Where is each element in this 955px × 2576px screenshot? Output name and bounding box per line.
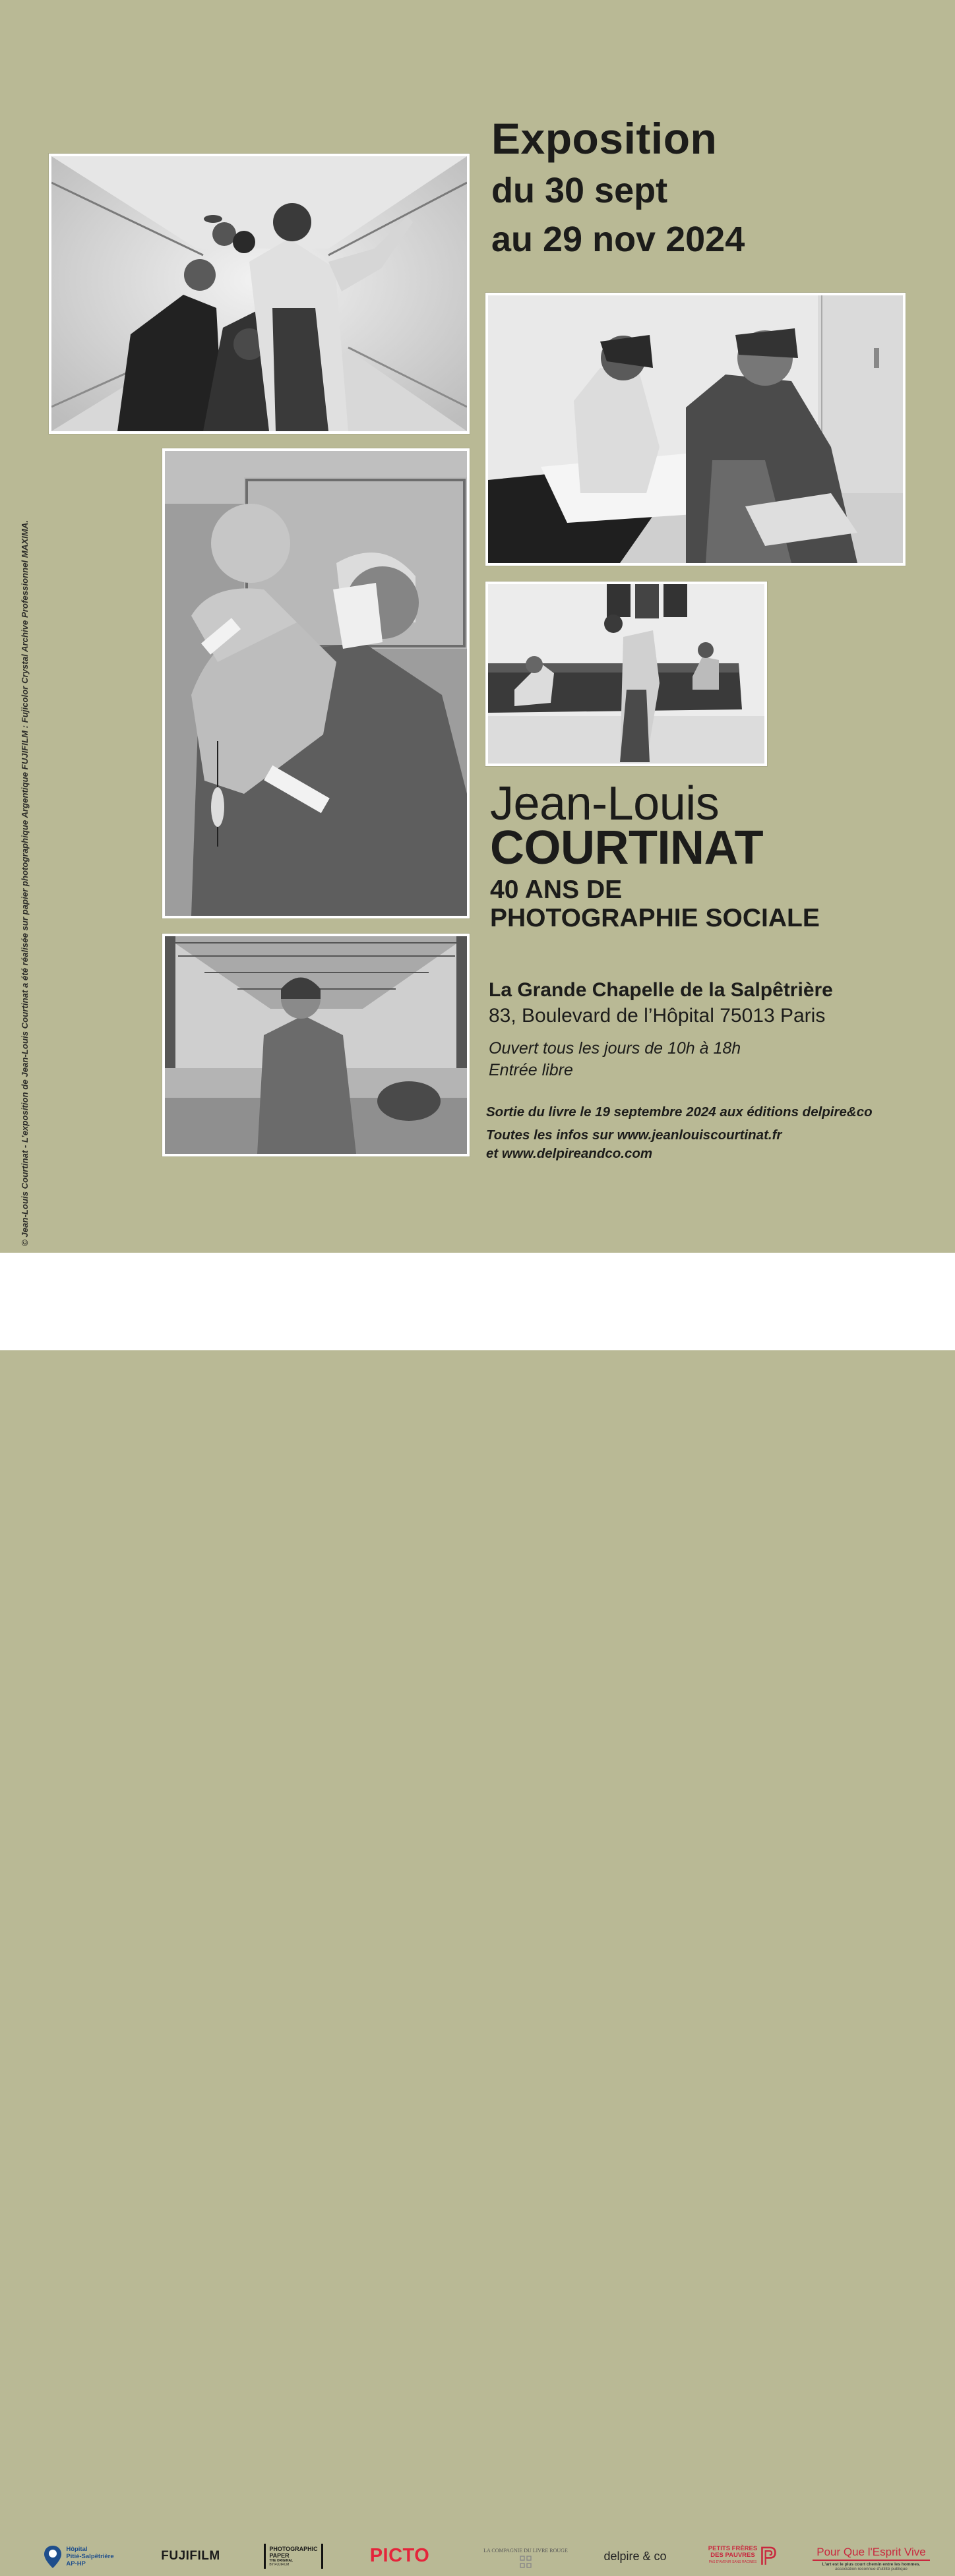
photo-sofa-room	[485, 582, 767, 766]
pqev-title: Pour Que l'Esprit Vive	[816, 2545, 926, 2558]
pqev-status: association reconnue d'utilité publique	[835, 2566, 908, 2571]
pfp-line-1: PETITS FRÈRES	[708, 2545, 758, 2552]
location-pin-icon	[44, 2545, 62, 2569]
entry-info: Entrée libre	[489, 1061, 573, 1079]
subtitle-line-2: PHOTOGRAPHIE SOCIALE	[490, 904, 820, 932]
book-mark-icon	[519, 2555, 532, 2569]
exhibition-date-to: au 29 nov 2024	[491, 220, 745, 259]
paper-line-3: THE ORIGINAL	[269, 2559, 293, 2563]
logo-delpire-co: delpire & co	[603, 2549, 667, 2563]
website-line-2: et www.delpireandco.com	[486, 1146, 653, 1161]
venue-address: 83, Boulevard de l’Hôpital 75013 Paris	[489, 1005, 826, 1027]
exhibition-date-from: du 30 sept	[491, 171, 668, 210]
photo-couple-bed	[485, 293, 906, 566]
aphp-line-3: AP-HP	[66, 2560, 86, 2567]
pfp-emblem-icon	[760, 2545, 777, 2566]
photo-group-corridor	[49, 154, 470, 434]
logo-pour-que-esprit-vive	[811, 2540, 931, 2576]
sponsor-footer	[0, 1253, 955, 2571]
logo-aphp	[34, 2542, 123, 2571]
photo-credit: © Jean-Louis Courtinat - L’exposition de Jean-Louis Courtinat a été réalisée sur papier photographique Argentique FUJIFILM : Fujicolor Crystal Archive Professionnel MAXIMA.	[20, 520, 30, 1246]
pfp-line-2: DES PAUVRES	[710, 2552, 755, 2559]
compagnie-text: LA COMPAGNIE DU LIVRE ROUGE	[483, 2547, 568, 2554]
pqev-rule	[813, 2560, 930, 2561]
paper-line-1: PHOTOGRAPHIC	[269, 2546, 318, 2552]
exhibition-label: Exposition	[491, 114, 718, 163]
subtitle-line-1: 40 ANS DE	[490, 876, 623, 904]
pfp-line-3: PAS D'AVENIR SANS RACINES	[708, 2560, 757, 2564]
logo-picto: PICTO	[369, 2544, 430, 2566]
logo-petits-freres	[703, 2540, 782, 2571]
logo-compagnie-livre-rouge	[479, 2544, 572, 2573]
artist-last-name: COURTINAT	[490, 822, 764, 874]
book-release: Sortie du livre le 19 septembre 2024 aux éditions delpire&co	[486, 1104, 873, 1120]
aphp-line-2: Pitié-Salpêtrière	[66, 2553, 114, 2560]
poster	[0, 0, 955, 1253]
photo-woman-dormitory	[162, 934, 470, 1156]
venue-name: La Grande Chapelle de la Salpêtrière	[489, 979, 833, 1001]
logo-photographic-paper	[261, 2542, 326, 2571]
website-line-1: Toutes les infos sur www.jeanlouiscourtinat.fr	[486, 1127, 782, 1143]
pqev-tagline: L'art est le plus court chemin entre les hommes.	[822, 2561, 921, 2567]
opening-hours: Ouvert tous les jours de 10h à 18h	[489, 1039, 741, 1058]
photo-doctor-baby	[162, 448, 470, 918]
aphp-line-1: Hôpital	[66, 2546, 88, 2553]
logo-fujifilm: FUJIFILM	[161, 2549, 220, 2563]
artist-first-name: Jean-Louis	[490, 777, 720, 830]
paper-line-2: PAPER	[269, 2552, 290, 2559]
paper-line-4: BY FUJIFILM	[269, 2563, 290, 2567]
